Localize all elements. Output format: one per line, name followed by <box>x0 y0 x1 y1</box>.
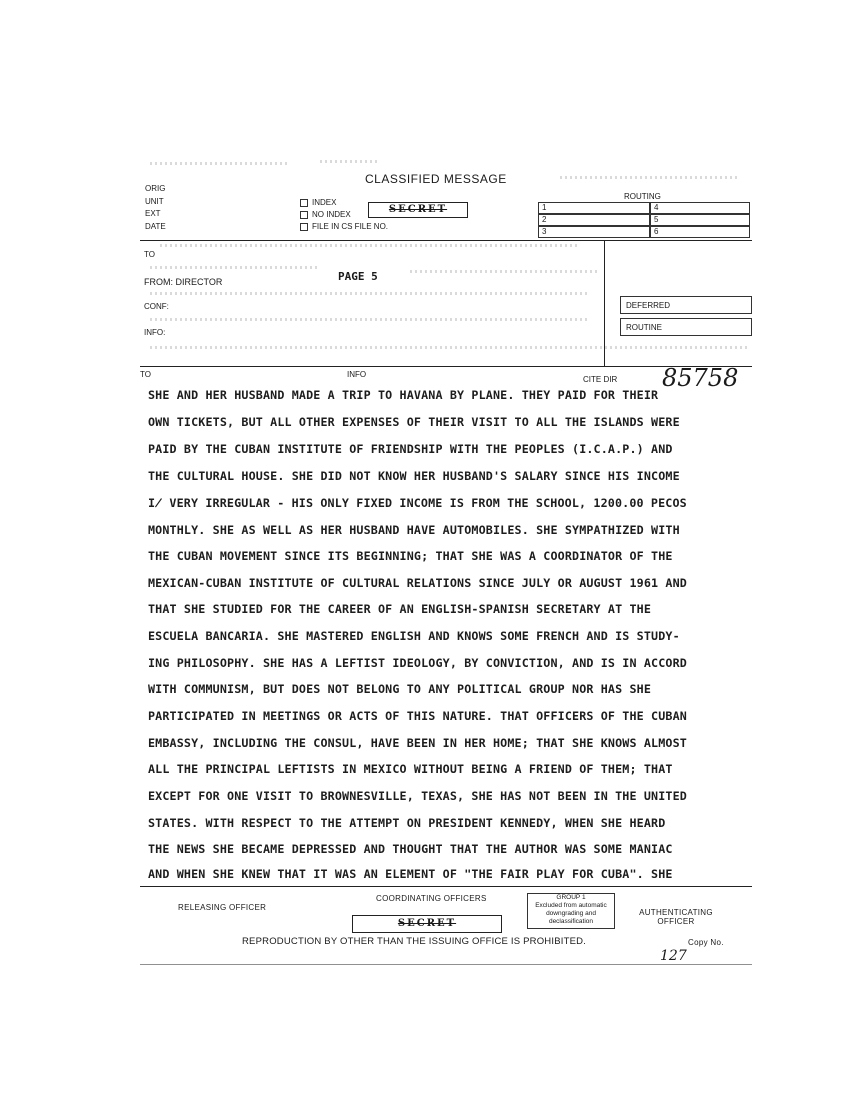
date-label: DATE <box>145 222 166 231</box>
index-checkbox[interactable] <box>300 199 308 207</box>
to-label: TO <box>144 250 155 259</box>
file-checkbox-row <box>300 222 388 231</box>
classified-message-title: CLASSIFIED MESSAGE <box>365 172 507 186</box>
routing-cell-3: 3 <box>538 226 650 238</box>
no-index-checkbox[interactable] <box>300 211 308 219</box>
routing-table <box>538 202 750 240</box>
body-line: SHE AND HER HUSBAND MADE A TRIP TO HAVANA BY PLANE. THEY PAID FOR THEIR <box>148 388 659 402</box>
group-box-line: Excluded from automatic <box>535 902 607 909</box>
info-label: INFO: <box>144 328 166 337</box>
releasing-officer-label: RELEASING OFFICER <box>178 903 267 912</box>
page-label: PAGE 5 <box>338 270 378 283</box>
info2-label: INFO <box>347 370 367 379</box>
orig-label: ORIG <box>145 184 166 193</box>
body-line: THE NEWS SHE BECAME DEPRESSED AND THOUGHT THAT THE AUTHOR WAS SOME MANIAC <box>148 842 673 856</box>
body-line: PAID BY THE CUBAN INSTITUTE OF FRIENDSHIP WITH THE PEOPLES (I.C.A.P.) AND <box>148 442 673 456</box>
routing-label: ROUTING <box>624 192 661 201</box>
body-line: OWN TICKETS, BUT ALL OTHER EXPENSES OF THEIR VISIT TO ALL THE ISLANDS WERE <box>148 415 680 429</box>
body-line: ING PHILOSOPHY. SHE HAS A LEFTIST IDEOLOGY, BY CONVICTION, AND IS IN ACCORD <box>148 656 687 670</box>
no-index-checkbox-row <box>300 210 351 219</box>
copy-label: Copy No. <box>688 938 724 947</box>
body-line: THAT SHE STUDIED FOR THE CAREER OF AN ENGLISH-SPANISH SECRETARY AT THE <box>148 602 652 616</box>
no-index-label: NO INDEX <box>312 210 351 219</box>
index-checkbox-row <box>300 198 336 207</box>
body-line: I̸ VERY IRREGULAR - HIS ONLY FIXED INCOME IS FROM THE SCHOOL, 1200.00 PECOS <box>148 496 687 510</box>
routing-cell-5: 5 <box>650 214 750 226</box>
body-line: WITH COMMUNISM, BUT DOES NOT BELONG TO ANY POLITICAL GROUP NOR HAS SHE <box>148 682 652 696</box>
copy-number: 127 <box>660 948 687 964</box>
body-line: AND WHEN SHE KNEW THAT IT WAS AN ELEMENT OF "THE FAIR PLAY FOR CUBA". SHE <box>148 867 673 881</box>
routine-label: ROUTINE <box>626 323 662 332</box>
body-line: STATES. WITH RESPECT TO THE ATTEMPT ON PRESIDENT KENNEDY, WHEN SHE HEARD <box>148 816 666 830</box>
group-box-line: downgrading and <box>546 910 596 917</box>
authenticating-officer-label: AUTHENTICATING OFFICER <box>639 908 713 926</box>
index-label: INDEX <box>312 198 337 207</box>
group-box <box>527 893 615 929</box>
body-line: MONTHLY. SHE AS WELL AS HER HUSBAND HAVE AUTOMOBILES. SHE SYMPATHIZED WITH <box>148 523 680 537</box>
body-line: EMBASSY, INCLUDING THE CONSUL, HAVE BEEN IN HER HOME; THAT SHE KNOWS ALMOST <box>148 736 687 750</box>
body-line: EXCEPT FOR ONE VISIT TO BROWNESVILLE, TEXAS, SHE HAS NOT BEEN IN THE UNITED <box>148 789 687 803</box>
reproduction-notice: REPRODUCTION BY OTHER THAN THE ISSUING OFFICE IS PROHIBITED. <box>242 936 587 947</box>
file-checkbox[interactable] <box>300 223 308 231</box>
ext-label: EXT <box>145 209 161 218</box>
body-line: ALL THE PRINCIPAL LEFTISTS IN MEXICO WITHOUT BEING A FRIEND OF THEM; THAT <box>148 762 673 776</box>
coordinating-officers-label: COORDINATING OFFICERS <box>376 894 487 903</box>
routing-cell-2: 2 <box>538 214 650 226</box>
routine-box <box>620 318 752 336</box>
body-line: THE CULTURAL HOUSE. SHE DID NOT KNOW HER HUSBAND'S SALARY SINCE HIS INCOME <box>148 469 680 483</box>
routing-cell-6: 6 <box>650 226 750 238</box>
from-label: FROM: DIRECTOR <box>144 277 223 287</box>
to2-label: TO <box>140 370 151 379</box>
file-label: FILE IN CS FILE NO. <box>312 222 389 231</box>
secret-stamp-bottom: SECRET <box>352 915 502 933</box>
secret-stamp-top: SECRET <box>368 202 468 218</box>
body-line: MEXICAN-CUBAN INSTITUTE OF CULTURAL RELATIONS SINCE JULY OR AUGUST 1961 AND <box>148 576 687 590</box>
conf-label: CONF: <box>144 302 169 311</box>
routing-cell-4: 4 <box>650 202 750 214</box>
group-box-line: GROUP 1 <box>556 894 586 901</box>
cite-label: CITE DIR <box>583 375 618 384</box>
group-box-line: declassification <box>548 918 594 925</box>
cite-number: 85758 <box>662 364 739 392</box>
unit-label: UNIT <box>145 197 164 206</box>
deferred-label: DEFERRED <box>626 301 671 310</box>
deferred-box <box>620 296 752 314</box>
body-line: ESCUELA BANCARIA. SHE MASTERED ENGLISH AND KNOWS SOME FRENCH AND IS STUDY- <box>148 629 680 643</box>
body-line: THE CUBAN MOVEMENT SINCE ITS BEGINNING; THAT SHE WAS A COORDINATOR OF THE <box>148 549 673 563</box>
routing-cell-1: 1 <box>538 202 650 214</box>
body-line: PARTICIPATED IN MEETINGS OR ACTS OF THIS NATURE. THAT OFFICERS OF THE CUBAN <box>148 709 687 723</box>
